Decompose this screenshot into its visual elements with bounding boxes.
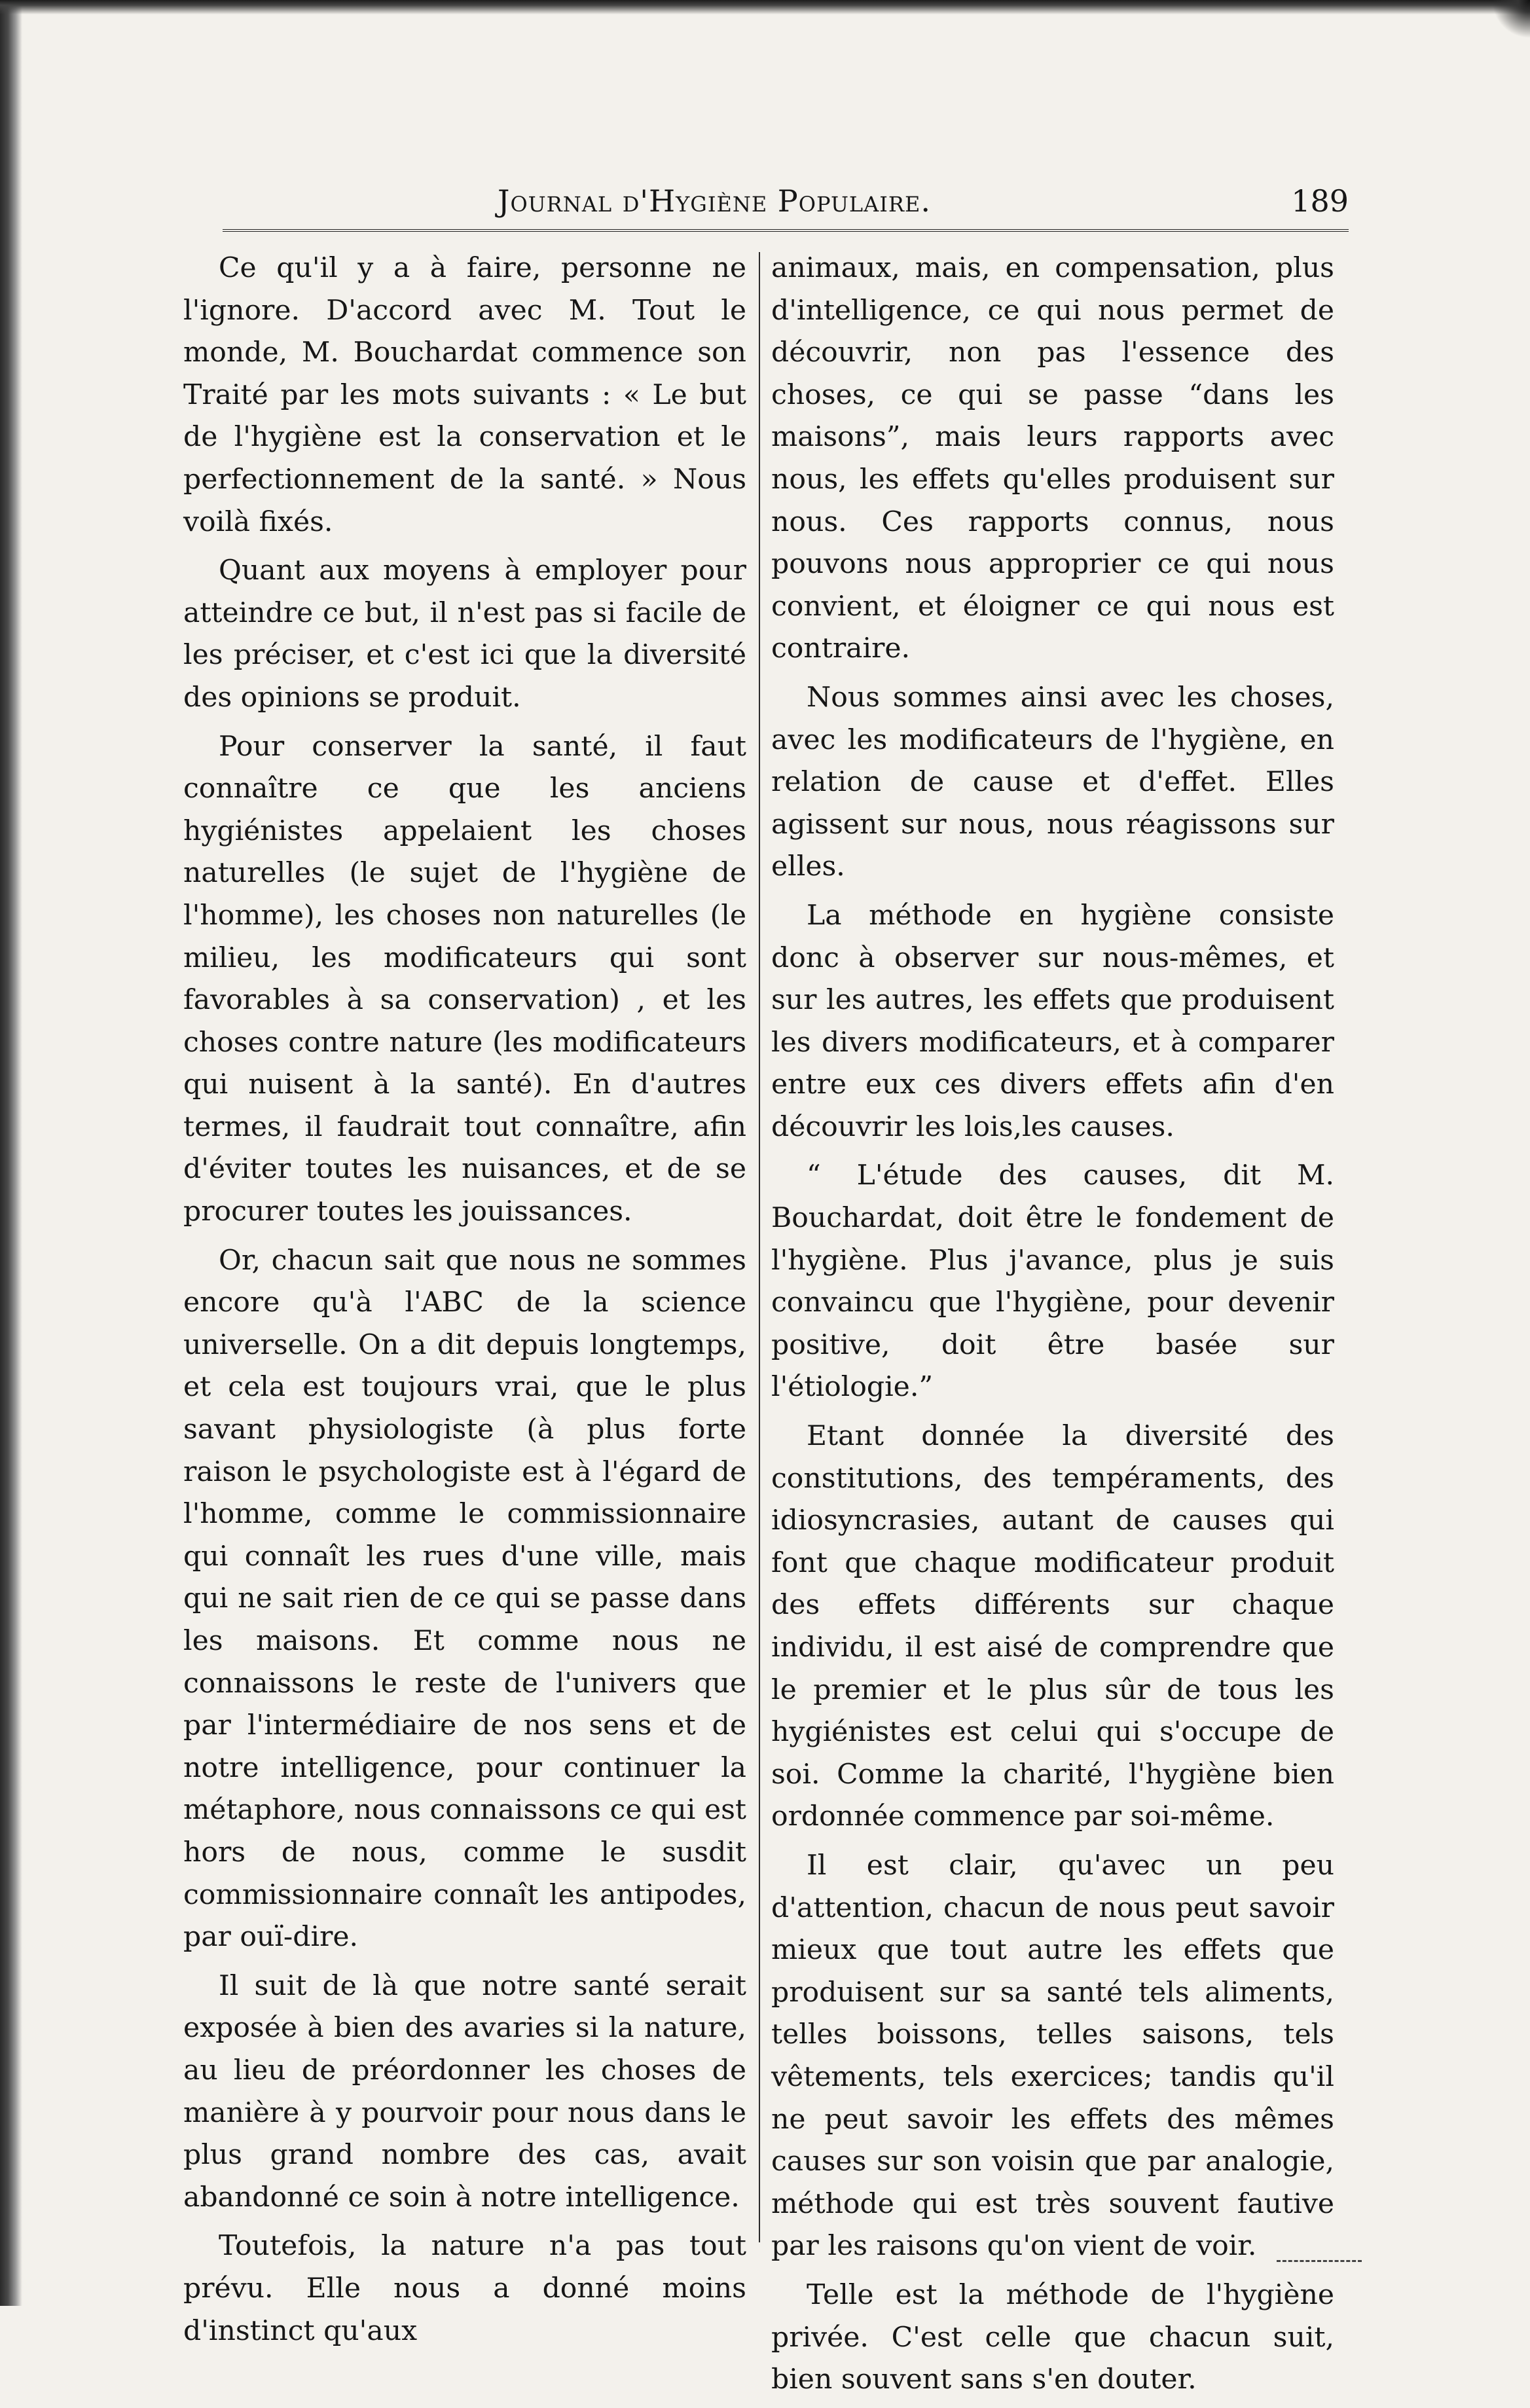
page-header — [183, 178, 1375, 230]
paragraph: Or, chacun sait que nous ne sommes encore qu'à l'ABC de la science universelle. On a dit depuis longtemps, et cela est toujours vrai, que le plus savant physiologiste (à plus forte raison le psychologiste est à l'égard de l'homme, comme le commissionnaire qui connaît les rues d'une ville, mais qui ne sait rien de ce qui se passe dans les maisons. Et comme nous ne connaissons le reste de l'univers que par l'intermédiaire de nos sens et de notre intelligence, pour continuer la métaphore, nous connaissons ce qui est hors de nous, comme le susdit commissionnaire connaît les antipodes, par ouï-dire. — [183, 1244, 746, 1954]
paragraph: Pour conserver la santé, il faut connaître ce que les anciens hygiénistes appelaient les choses naturelles (le sujet de l'hygiène de l'homme), les choses non naturelles (le milieu, les modificateurs qui sont favorables à sa conservation) , et les choses contre nature (les modificateurs qui nuisent à la santé). En d'autres termes, il faudrait tout connaître, afin d'éviter toutes les nuisances, et de se procurer toutes les jouissances. — [183, 730, 746, 1228]
left-column — [183, 247, 746, 2359]
paragraph: Telle est la méthode de l'hygiène privée. C'est celle que chacun suit, bien souvent sans s'en douter. — [771, 2278, 1334, 2396]
paragraph: Ce qu'il y a à faire, personne ne l'ignore. D'accord avec M. Tout le monde, M. Bouchardat commence son Traité par les mots suivants : « Le but de l'hygiène est la conservation et le perfectionnement de la santé. » Nous voilà fixés. — [183, 252, 746, 538]
paragraph: Il suit de là que notre santé serait exposée à bien des avaries si la nature, au lieu de préordonner les choses de manière à y pourvoir pour nous dans le plus grand nombre des cas, avait abandonné ce soin à notre intelligence. — [183, 1969, 746, 2214]
scan-shadow-left — [0, 0, 22, 2306]
paragraph: Quant aux moyens à employer pour atteindre ce but, il n'est pas si facile de les préciser, et c'est ici que la diversité des opinions se produit. — [183, 555, 746, 714]
paragraph: Il est clair, qu'avec un peu d'attention, chacun de nous peut savoir mieux que tout autre les effets que produisent sur sa santé tels aliments, telles boissons, telles saisons, tels vêtements, tels exercices; tandis qu'il ne peut savoir les effets des mêmes causes sur son voisin que par analogie, méthode qui est très souvent fautive par les raisons qu'on vient de voir. — [771, 1849, 1334, 2263]
end-ornament — [1277, 2260, 1362, 2262]
running-title: Journal d'Hygiène Populaire. — [498, 183, 932, 219]
page-number: 189 — [1291, 183, 1349, 219]
paragraph: La méthode en hygiène consiste donc à observer sur nous-mêmes, et sur les autres, les effets que produisent les divers modificateurs, et à comparer entre eux ces divers effets afin d'en découvrir les lois,les causes. — [771, 899, 1334, 1143]
paragraph: “ L'étude des causes, dit M. Bouchardat, doit être le fondement de l'hygiène. Plus j'avance, plus je suis convaincu que l'hygiène, pour devenir positive, doit être basée sur l'étiologie.” — [771, 1159, 1334, 1404]
scan-shadow-top — [0, 0, 1530, 14]
scan-shadow-corner — [1491, 0, 1530, 39]
paragraph: Nous sommes ainsi avec les choses, avec les modificateurs de l'hygiène, en relation de cause et d'effet. Elles agissent sur nous, nous réagissons sur elles. — [771, 681, 1334, 883]
right-column — [771, 247, 1334, 2408]
paragraph: Etant donnée la diversité des constitutions, des tempéraments, des idiosyncrasies, autant de causes qui font que chaque modificateur produit des effets différents sur chaque individu, il est aisé de comprendre que le premier et le plus sûr de tous les hygiénistes est celui qui s'occupe de soi. Comme la charité, l'hygiène bien ordonnée commence par soi-même. — [771, 1420, 1334, 1833]
paragraph: Toutefois, la nature n'a pas tout prévu. Elle nous a donné moins d'instinct qu'aux — [183, 2230, 746, 2347]
paragraph: animaux, mais, en compensation, plus d'intelligence, ce qui nous permet de découvrir, non pas l'essence des choses, ce qui se passe “dans les maisons”, mais leurs rapports avec nous, les effets qu'elles produisent sur nous. Ces rapports connus, nous pouvons nous approprier ce qui nous convient, et éloigner ce qui nous est contraire. — [771, 252, 1334, 665]
column-divider — [759, 252, 760, 2242]
header-rule — [223, 229, 1349, 232]
